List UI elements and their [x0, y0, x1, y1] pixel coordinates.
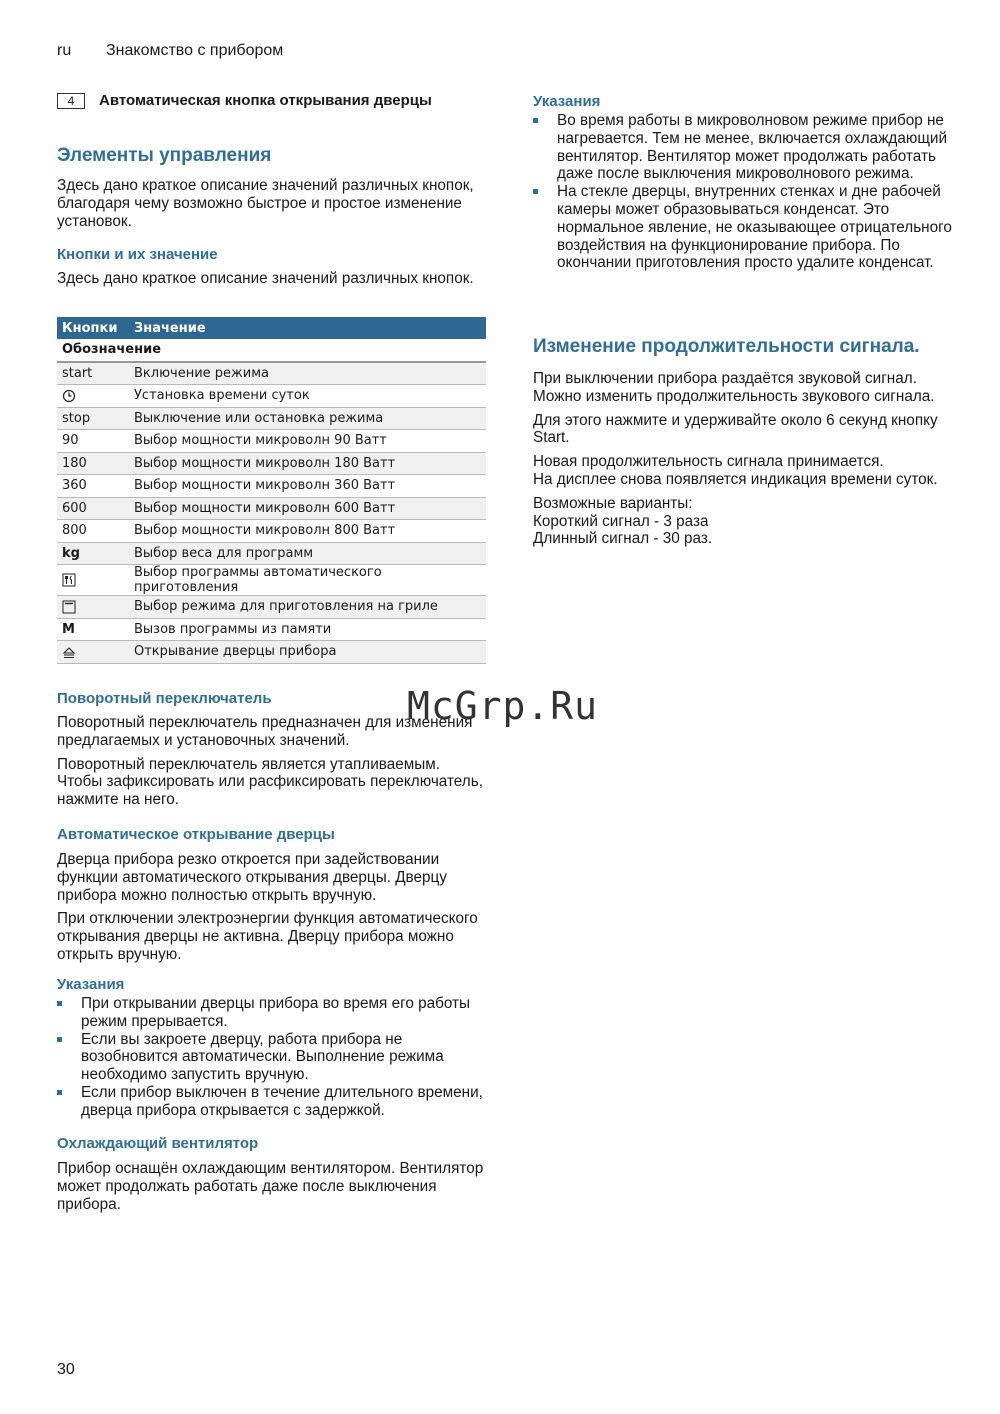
key-cell	[57, 565, 129, 596]
controls-intro: Здесь дано краткое описание значений различных кнопок, благодаря чему возможно быстрое и простое изменение установок.	[57, 177, 474, 230]
table-row	[57, 497, 486, 520]
autodoor-title: Автоматическое открывание дверцы	[57, 826, 335, 843]
notes-left-section	[57, 976, 487, 1120]
table-row	[57, 641, 486, 664]
table-row	[57, 430, 486, 453]
bullet-icon	[533, 118, 538, 123]
signal-title: Изменение продолжительности сигнала.	[533, 336, 920, 357]
signal-p1: При выключении прибора раздаётся звуковой сигнал. Можно изменить продолжительность звукового сигнала.	[533, 370, 935, 405]
table-row	[57, 407, 486, 430]
key-cell	[57, 641, 129, 664]
table-row	[57, 520, 486, 543]
item-4-text: Автоматическая кнопка открывания дверцы	[99, 92, 432, 109]
key-cell: start	[57, 362, 129, 385]
table-group-label: Обозначение	[57, 339, 486, 362]
rotary-p2: Поворотный переключатель является утапливаемым. Чтобы зафиксировать или расфиксировать переключатель, нажмите на него.	[57, 755, 483, 809]
table-row	[57, 475, 486, 498]
list-item: На стекле дверцы, внутренних стенках и дне рабочей камеры может образовываться конденсат. Это нормальное явление, не оказывающее отрицательного воздействия на функционирование прибора. По окончании приготовления просто удалите конденсат.	[533, 183, 963, 272]
list-item: При открывании дверцы прибора во время его работы режим прерывается.	[57, 995, 487, 1031]
signal-p4c: Длинный сигнал - 30 раз.	[533, 530, 713, 548]
key-cell: 180	[57, 452, 129, 475]
rotary-p1: Поворотный переключатель предназначен для изменения предлагаемых и установочных значений.	[57, 714, 473, 749]
meaning-cell: Вызов программы из памяти	[129, 618, 486, 641]
col-header-keys: Кнопки	[57, 317, 129, 339]
rotary-title: Поворотный переключатель	[57, 690, 272, 707]
signal-p3a: Новая продолжительность сигнала принимается.	[533, 453, 884, 471]
table-row	[57, 452, 486, 475]
item-4	[57, 92, 432, 109]
table-row	[57, 542, 486, 565]
signal-p4a: Возможные варианты:	[533, 494, 693, 512]
signal-p3b: На дисплее снова появляется индикация времени суток.	[533, 470, 938, 488]
bullet-icon	[533, 189, 538, 194]
key-cell: M	[57, 618, 129, 641]
autodoor-p2: При отключении электроэнергии функция автоматического открывания дверцы не активна. Дверцу прибора можно открыть вручную.	[57, 910, 478, 963]
key-cell: 800	[57, 520, 129, 543]
meaning-cell: Установка времени суток	[129, 385, 486, 408]
buttons-intro: Здесь дано краткое описание значений различных кнопок.	[57, 270, 474, 287]
buttons-section	[57, 246, 487, 288]
autodoor-p1: Дверца прибора резко откроется при задействовании функции автоматического открывания дверцы. Дверцу прибора можно полностью открыть вручную.	[57, 851, 447, 904]
controls-section	[57, 145, 487, 230]
key-cell: 360	[57, 475, 129, 498]
grill-icon	[62, 600, 76, 614]
list-item: Во время работы в микроволновом режиме прибор не нагревается. Тем не менее, включается охлаждающий вентилятор. Вентилятор может продолжать работать даже после выключения микроволнового режима.	[533, 112, 963, 183]
header-title: Знакомство с прибором	[106, 42, 284, 59]
meaning-cell: Выключение или остановка режима	[129, 407, 486, 430]
cutlery-program-icon	[62, 573, 76, 587]
meaning-cell: Выбор мощности микроволн 90 Ватт	[129, 430, 486, 453]
notes-left-title: Указания	[57, 976, 125, 993]
meaning-cell: Выбор мощности микроволн 360 Ватт	[129, 475, 486, 498]
col-header-meaning: Значение	[129, 317, 486, 339]
door-open-icon	[62, 645, 76, 659]
buttons-table-wrap	[57, 317, 487, 664]
notes-right-section	[533, 93, 963, 272]
notes-right-title: Указания	[533, 93, 601, 110]
fan-title: Охлаждающий вентилятор	[57, 1135, 259, 1152]
bullet-icon	[57, 1001, 62, 1006]
fan-section	[57, 1135, 487, 1213]
page-number: 30	[57, 1361, 75, 1378]
table-row	[57, 618, 486, 641]
table-row	[57, 362, 486, 385]
signal-section	[533, 336, 963, 548]
header-language: ru	[57, 42, 72, 59]
table-row	[57, 596, 486, 619]
watermark: McGrp.Ru	[407, 684, 599, 728]
meaning-cell: Открывание дверцы прибора	[129, 641, 486, 664]
meaning-cell: Выбор мощности микроволн 180 Ватт	[129, 452, 486, 475]
signal-p4b: Короткий сигнал - 3 раза	[533, 512, 709, 530]
key-cell	[57, 596, 129, 619]
key-cell: kg	[57, 542, 129, 565]
fan-p1: Прибор оснащён охлаждающим вентилятором. Вентилятор может продолжать работать даже после выключения прибора.	[57, 1160, 484, 1213]
meaning-cell: Выбор мощности микроволн 800 Ватт	[129, 520, 486, 543]
buttons-title: Кнопки и их значение	[57, 246, 218, 263]
autodoor-section	[57, 826, 487, 964]
list-item: Если вы закроете дверцу, работа прибора не возобновится автоматически. Выполнение режима необходимо запустить вручную.	[57, 1031, 487, 1084]
key-cell: 90	[57, 430, 129, 453]
notes-left-list	[57, 995, 487, 1120]
list-item: Если прибор выключен в течение длительного времени, дверца прибора открывается с задержкой.	[57, 1084, 487, 1120]
key-cell: 600	[57, 497, 129, 520]
table-row	[57, 565, 486, 596]
meaning-cell: Включение режима	[129, 362, 486, 385]
bullet-icon	[57, 1037, 62, 1042]
signal-p2: Для этого нажмите и удерживайте около 6 секунд кнопку Start.	[533, 411, 938, 447]
key-cell: stop	[57, 407, 129, 430]
meaning-cell: Выбор веса для программ	[129, 542, 486, 565]
clock-icon	[62, 389, 76, 403]
bullet-icon	[57, 1090, 62, 1095]
item-number-box: 4	[57, 93, 85, 109]
controls-title: Элементы управления	[57, 145, 272, 166]
notes-right-list	[533, 112, 963, 272]
key-cell	[57, 385, 129, 408]
table-row	[57, 385, 486, 408]
buttons-table	[57, 317, 486, 664]
meaning-cell: Выбор режима для приготовления на гриле	[129, 596, 486, 619]
meaning-cell: Выбор программы автоматического приготовления	[129, 565, 486, 596]
meaning-cell: Выбор мощности микроволн 600 Ватт	[129, 497, 486, 520]
